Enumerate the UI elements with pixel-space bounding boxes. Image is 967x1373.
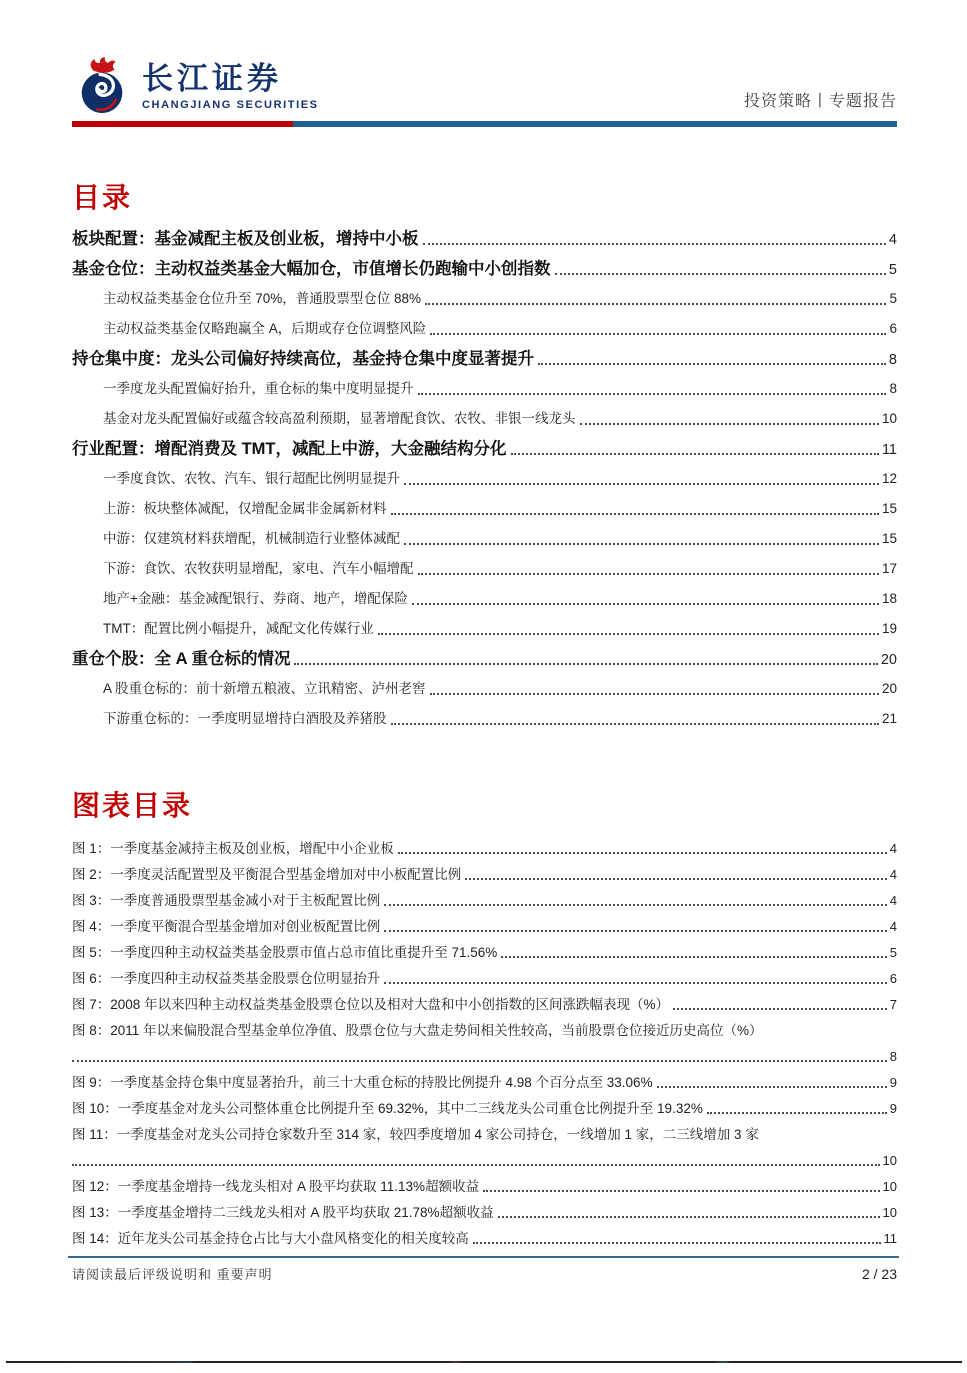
- figure-entry-text: 图 5：一季度四种主动权益类基金股票市值占总市值比重提升至 71.56%: [72, 945, 498, 960]
- figure-page-number: 10: [882, 1205, 897, 1220]
- figure-entry-text: 图 11：一季度基金对龙头公司持仓家数升至 314 家，较四季度增加 4 家公司持仓，一线增加 1 家，二三线增加 3 家: [72, 1127, 759, 1142]
- dot-leader: [473, 1242, 881, 1244]
- toc-entry-text: 基金对龙头配置偏好或蕴含较高盈利预期，显著增配食饮、农牧、非银一线龙头: [103, 411, 576, 426]
- toc-entry-text: 上游：板块整体减配，仅增配金属非金属新材料: [103, 501, 387, 516]
- toc-entry: [72, 284, 897, 314]
- figure-toc-title: 图表目录: [72, 790, 193, 821]
- header-divider: [72, 121, 897, 127]
- figure-page-number: 4: [889, 893, 897, 908]
- dot-leader: [430, 333, 886, 335]
- dot-leader: [555, 273, 886, 275]
- toc-page-number: 19: [881, 621, 897, 636]
- figure-entry-line: [72, 862, 897, 888]
- dot-leader: [384, 930, 887, 932]
- figure-entry-text: 图 14：近年龙头公司基金持仓占比与大小盘风格变化的相关度较高: [72, 1231, 469, 1246]
- toc-entry: [72, 704, 897, 734]
- toc-entry-text: 板块配置：基金减配主板及创业板，增持中小板: [72, 230, 419, 248]
- figure-toc-list: [72, 836, 897, 1252]
- toc-entry-text: 主动权益类基金仅略跑赢全 A，后期或存仓位调整风险: [103, 321, 427, 336]
- figure-entry-text: 图 6：一季度四种主动权益类基金股票仓位明显抬升: [72, 971, 381, 986]
- toc-title: 目录: [72, 182, 133, 213]
- footer-page-indicator: 2 / 23: [861, 1265, 897, 1282]
- brand-name-cn: 长江证券: [142, 61, 282, 96]
- figure-entry-text: 图 8：2011 年以来偏股混合型基金单位净值、股票仓位与大盘走势间相关性较高，当前股票仓位接近历史高位（%）: [72, 1023, 763, 1038]
- figure-page-number: 6: [889, 971, 897, 986]
- figure-toc-entry: [72, 940, 897, 966]
- toc-entry-text: 下游：食饮、农牧获明显增配，家电、汽车小幅增配: [103, 561, 414, 576]
- figure-toc-entry: [72, 966, 897, 992]
- figure-page-number: 8: [889, 1049, 897, 1064]
- dot-leader: [538, 363, 886, 365]
- figure-entry-text: 图 7：2008 年以来四种主动权益类基金股票仓位以及相对大盘和中小创指数的区间涨跌幅表现（%）: [72, 997, 670, 1012]
- report-category-label: 投资策略丨专题报告: [743, 93, 897, 110]
- dot-leader: [418, 393, 887, 395]
- toc-entry: [72, 374, 897, 404]
- dot-leader: [425, 303, 886, 305]
- footer-divider: [68, 1256, 899, 1258]
- dot-leader: [72, 1164, 880, 1166]
- header-divider-red-segment: [72, 121, 293, 127]
- toc-page-number: 6: [889, 321, 897, 336]
- toc-entry: [72, 314, 897, 344]
- toc-entry: [72, 464, 897, 494]
- dot-leader: [430, 693, 879, 695]
- dot-leader: [707, 1112, 887, 1114]
- toc-entry: [72, 584, 897, 614]
- toc-page-number: 5: [888, 262, 897, 278]
- toc-page-number: 10: [881, 411, 897, 426]
- dot-leader: [404, 483, 879, 485]
- figure-entry-line: [72, 1018, 897, 1044]
- toc-page-number: 15: [881, 501, 897, 516]
- dot-leader: [294, 663, 877, 665]
- dot-leader: [418, 573, 879, 575]
- dot-leader: [404, 543, 879, 545]
- toc-entry: [72, 434, 897, 464]
- toc-entry: [72, 674, 897, 704]
- toc-page-number: 20: [880, 652, 897, 668]
- brand-text: [142, 56, 319, 111]
- dot-leader: [384, 904, 887, 906]
- figure-page-number: 9: [889, 1075, 897, 1090]
- toc-entry-text: 持仓集中度：龙头公司偏好持续高位，基金持仓集中度显著提升: [72, 350, 534, 368]
- figure-toc-entry: [72, 1174, 897, 1200]
- dot-leader: [384, 982, 887, 984]
- toc-entry-text: TMT：配置比例小幅提升，减配文化传媒行业: [103, 621, 374, 636]
- figure-toc-entry: [72, 1096, 897, 1122]
- figure-page-number: 4: [889, 919, 897, 934]
- dot-leader: [498, 1216, 880, 1218]
- figure-toc-entry: [72, 914, 897, 940]
- figure-entry-text: 图 12：一季度基金增持一线龙头相对 A 股平均获取 11.13%超额收益: [72, 1179, 480, 1194]
- figure-entry-continuation: [72, 1044, 897, 1070]
- figure-entry-text: 图 10：一季度基金对龙头公司整体重仓比例提升至 69.32%，其中二三线龙头公司重仓比例提升至 19.32%: [72, 1101, 703, 1116]
- figure-entry-line: [72, 1122, 897, 1148]
- toc-entry-text: 主动权益类基金仓位升至 70%，普通股票型仓位 88%: [103, 291, 422, 306]
- toc-page-number: 8: [888, 352, 897, 368]
- dot-leader: [673, 1008, 887, 1010]
- toc-entry-text: A 股重仓标的：前十新增五粮液、立讯精密、泸州老窖: [103, 681, 426, 696]
- figure-entry-line: [72, 1226, 897, 1252]
- toc-entry: [72, 224, 897, 254]
- figure-toc-entry: [72, 862, 897, 888]
- toc-entry-text: 中游：仅建筑材料获增配，机械制造行业整体减配: [103, 531, 400, 546]
- page-bottom-scan-line: [6, 1361, 962, 1363]
- figure-toc-entry: [72, 1200, 897, 1226]
- toc-entry: [72, 494, 897, 524]
- figure-entry-line: [72, 914, 897, 940]
- dot-leader: [391, 723, 879, 725]
- figure-entry-line: [72, 992, 897, 1018]
- header-divider-blue-segment: [293, 121, 897, 127]
- toc-list: [72, 224, 897, 734]
- figure-entry-continuation: [72, 1148, 897, 1174]
- toc-entry: [72, 524, 897, 554]
- figure-page-number: 5: [889, 945, 897, 960]
- toc-entry-text: 地产+金融：基金减配银行、券商、地产，增配保险: [103, 591, 408, 606]
- figure-entry-text: 图 1：一季度基金减持主板及创业板，增配中小企业板: [72, 841, 394, 856]
- toc-page-number: 15: [881, 531, 897, 546]
- figure-entry-text: 图 13：一季度基金增持二三线龙头相对 A 股平均获取 21.78%超额收益: [72, 1205, 494, 1220]
- dot-leader: [465, 878, 887, 880]
- toc-entry-text: 行业配置：增配消费及 TMT，减配上中游，大金融结构分化: [72, 440, 507, 458]
- figure-entry-line: [72, 1200, 897, 1226]
- toc-entry: [72, 614, 897, 644]
- toc-page-number: 5: [889, 291, 897, 306]
- figure-toc-entry: [72, 888, 897, 914]
- figure-entry-line: [72, 940, 897, 966]
- figure-entry-line: [72, 966, 897, 992]
- dot-leader: [501, 956, 886, 958]
- toc-page-number: 8: [889, 381, 897, 396]
- toc-entry-text: 基金仓位：主动权益类基金大幅加仓，市值增长仍跑输中小创指数: [72, 260, 551, 278]
- changjiang-bird-logo-icon: [74, 56, 132, 118]
- figure-page-number: 7: [889, 997, 897, 1012]
- dot-leader: [511, 453, 879, 455]
- toc-entry: [72, 254, 897, 284]
- company-logo: [74, 56, 319, 118]
- dot-leader: [423, 243, 886, 245]
- figure-page-number: 4: [889, 841, 897, 856]
- figure-entry-line: [72, 1070, 897, 1096]
- toc-entry-text: 一季度食饮、农牧、汽车、银行超配比例明显提升: [103, 471, 400, 486]
- dot-leader: [72, 1060, 887, 1062]
- toc-entry-text: 下游重仓标的：一季度明显增持白酒股及养猪股: [103, 711, 387, 726]
- figure-entry-text: 图 4：一季度平衡混合型基金增加对创业板配置比例: [72, 919, 381, 934]
- figure-entry-line: [72, 888, 897, 914]
- figure-toc-entry: [72, 1018, 897, 1070]
- figure-entry-text: 图 3：一季度普通股票型基金减小对于主板配置比例: [72, 893, 381, 908]
- figure-page-number: 9: [889, 1101, 897, 1116]
- figure-toc-entry: [72, 1122, 897, 1174]
- toc-page-number: 18: [881, 591, 897, 606]
- figure-toc-entry: [72, 1070, 897, 1096]
- toc-page-number: 4: [888, 232, 897, 248]
- toc-page-number: 12: [881, 471, 897, 486]
- figure-entry-line: [72, 1174, 897, 1200]
- dot-leader: [483, 1190, 879, 1192]
- dot-leader: [657, 1086, 887, 1088]
- toc-page-number: 11: [881, 442, 897, 458]
- figure-page-number: 11: [883, 1231, 897, 1246]
- dot-leader: [391, 513, 879, 515]
- figure-entry-line: [72, 836, 897, 862]
- toc-entry-text: 一季度龙头配置偏好抬升，重仓标的集中度明显提升: [103, 381, 414, 396]
- figure-entry-text: 图 9：一季度基金持仓集中度显著抬升，前三十大重仓标的持股比例提升 4.98 个百分点至 33.06%: [72, 1075, 653, 1090]
- dot-leader: [412, 603, 879, 605]
- dot-leader: [398, 852, 887, 854]
- figure-page-number: 10: [882, 1153, 897, 1168]
- brand-name-en: CHANGJIANG SECURITIES: [142, 99, 319, 112]
- dot-leader: [580, 423, 879, 425]
- toc-entry-text: 重仓个股：全 A 重仓标的情况: [72, 650, 291, 668]
- toc-page-number: 17: [881, 561, 897, 576]
- figure-page-number: 10: [882, 1179, 897, 1194]
- toc-page-number: 20: [881, 681, 897, 696]
- figure-toc-entry: [72, 992, 897, 1018]
- toc-entry: [72, 554, 897, 584]
- footer: [72, 1264, 897, 1283]
- figure-entry-line: [72, 1096, 897, 1122]
- toc-page-number: 21: [881, 711, 897, 726]
- figure-entry-text: 图 2：一季度灵活配置型及平衡混合型基金增加对中小板配置比例: [72, 867, 462, 882]
- toc-entry: [72, 644, 897, 674]
- footer-disclaimer: 请阅读最后评级说明和 重要声明: [72, 1267, 273, 1282]
- figure-toc-entry: [72, 1226, 897, 1252]
- figure-toc-entry: [72, 836, 897, 862]
- dot-leader: [378, 633, 879, 635]
- figure-page-number: 4: [889, 867, 897, 882]
- toc-entry: [72, 344, 897, 374]
- toc-entry: [72, 404, 897, 434]
